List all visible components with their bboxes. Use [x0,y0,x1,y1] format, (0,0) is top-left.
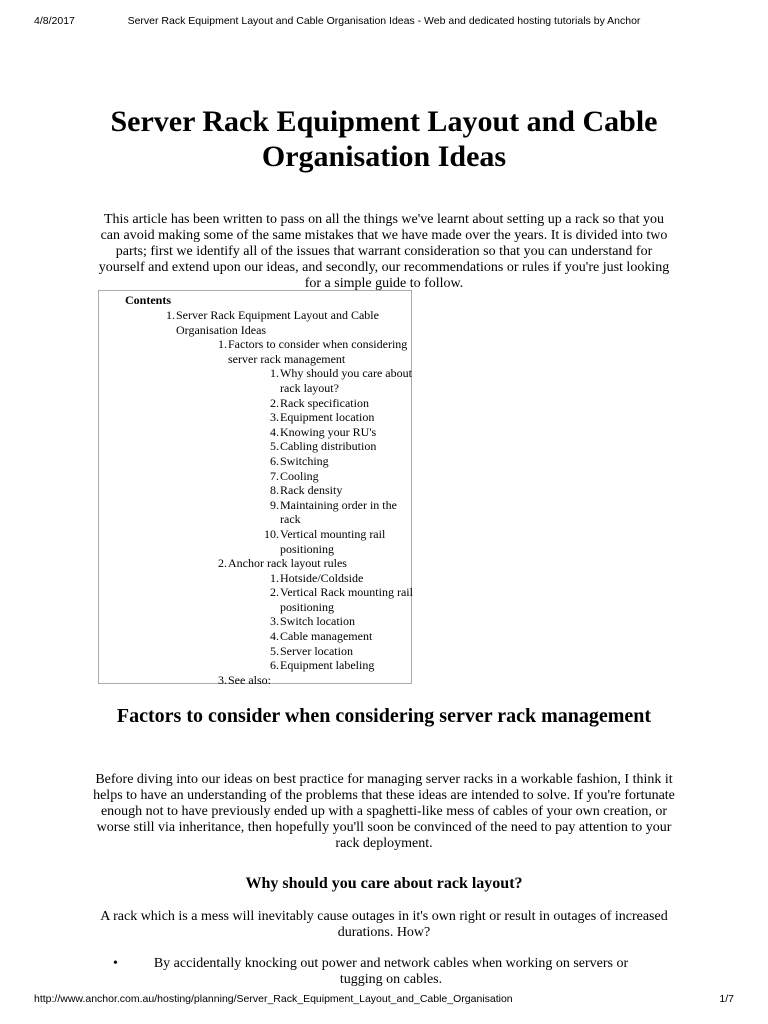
toc-number: 2. [270,585,279,600]
toc-number: 6. [270,453,279,468]
toc-link[interactable]: Anchor rack layout rules [228,556,347,571]
article-title: Server Rack Equipment Layout and Cable Organisation Ideas [110,105,658,173]
toc-number: 4. [270,629,279,644]
toc-item[interactable] [270,366,420,395]
toc-link[interactable]: Maintaining order in the rack [280,497,397,527]
toc-item[interactable] [218,672,420,688]
toc-number: 9. [270,497,279,512]
toc-number: 5. [270,439,279,454]
toc-link[interactable]: Switching [280,453,329,468]
toc-item[interactable] [218,337,420,556]
toc-item[interactable] [218,556,420,673]
toc-number: 1. [270,366,279,381]
section-heading-factors: Factors to consider when considering server rack management [116,705,652,727]
toc-link[interactable]: Rack specification [280,395,369,410]
toc-item[interactable] [270,629,420,644]
toc-link[interactable]: Vertical Rack mounting rail positioning [280,585,413,614]
print-url: http://www.anchor.com.au/hosting/planning/Server_Rack_Equipment_Layout_and_Cable_Organisation [34,993,513,1005]
toc-link[interactable]: Server location [280,643,353,658]
article [93,104,675,987]
toc-level-3 [264,366,420,556]
toc-title: Contents [125,293,172,307]
toc-link[interactable]: Server Rack Equipment Layout and Cable Organisation Ideas [176,308,379,337]
toc-number: 2. [218,556,227,571]
section-heading-why: Why should you care about rack layout? [245,875,523,892]
toc-link[interactable]: Cabling distribution [280,439,377,454]
toc-number: 3. [270,410,279,425]
list-item-text: By accidentally knocking out power and network cables when working on servers or tugging on cables. [153,956,629,987]
toc-number: 8. [270,483,279,498]
print-footer [0,993,768,1007]
toc-item[interactable] [166,308,413,687]
toc-number: 1. [218,337,227,352]
toc-number: 4. [270,424,279,439]
article-intro: This article has been written to pass on all the things we've learnt about setting up a rack so that you can avoid making some of the same mistakes that we have made over the years. It is divided into two parts; first we identify all of the issues that warrant consideration so that you can understand for yourself and extend upon our ideas, and secondly, our recommendations or rules if you're just looking for a simple guide to follow. [98,212,670,291]
toc-link[interactable]: Cooling [280,468,319,483]
toc-link[interactable]: Equipment location [280,410,375,425]
toc-item[interactable] [270,614,420,629]
bullet-icon: • [113,956,118,971]
toc-item[interactable] [270,658,420,673]
toc-level-3 [270,570,420,673]
toc-link[interactable]: Switch location [280,614,355,629]
toc-number: 6. [270,658,279,673]
section-body-why: A rack which is a mess will inevitably cause outages in it's own right or result in outages of increased durations. How? [100,909,668,940]
toc-item[interactable] [270,585,420,614]
toc-item[interactable] [270,395,420,411]
print-page-number: 1/7 [719,993,734,1005]
toc-link[interactable]: Vertical mounting rail positioning [280,526,386,556]
toc-item[interactable] [270,483,420,498]
toc-number: 2. [270,395,279,410]
toc-link[interactable]: Hotside/Coldside [280,570,364,585]
toc-link[interactable]: Factors to consider when considering server rack management [228,337,408,366]
toc-link[interactable]: Why should you care about rack layout? [280,366,412,395]
toc-link[interactable]: Cable management [280,629,373,644]
toc-link[interactable]: Knowing your RU's [280,424,377,439]
print-date: 4/8/2017 [34,15,75,27]
table-of-contents [98,290,413,687]
toc-level-2 [218,337,420,687]
toc-item[interactable] [270,410,420,425]
toc-item[interactable] [270,497,420,527]
toc-number: 1. [166,308,175,322]
print-header [0,15,768,29]
section-body-factors: Before diving into our ideas on best practice for managing server racks in a workable fashion, I think it helps to have an understanding of the problems that these ideas are intended to solve. If you're fortunate enough not to have previously ended up with a spaghetti-like mess of cables of your own creation, or worse still via inheritance, then hopefully you'll soon be convinced of the need to pay attention to your rack deployment. [93,772,675,851]
toc-number: 3. [270,614,279,629]
list-item [113,956,673,988]
print-page-title: Server Rack Equipment Layout and Cable Organisation Ideas - Web and dedicated hosting tutorials by Anchor [127,15,641,27]
toc-link[interactable]: Rack density [280,483,343,498]
toc-item[interactable] [270,453,420,469]
toc-number: 1. [270,570,279,585]
toc-number: 3. [218,672,227,687]
toc-item[interactable] [270,439,420,454]
toc-item[interactable] [270,570,420,586]
toc-link[interactable]: See also: [228,672,271,687]
toc-number: 10. [264,526,279,541]
toc-number: 5. [270,643,279,658]
toc-link[interactable]: Equipment labeling [280,658,375,673]
toc-level-1 [166,308,413,687]
toc-item[interactable] [270,468,420,484]
toc-item[interactable] [270,643,420,659]
toc-number: 7. [270,468,279,483]
toc-item[interactable] [270,424,420,440]
toc-item[interactable] [264,526,420,556]
